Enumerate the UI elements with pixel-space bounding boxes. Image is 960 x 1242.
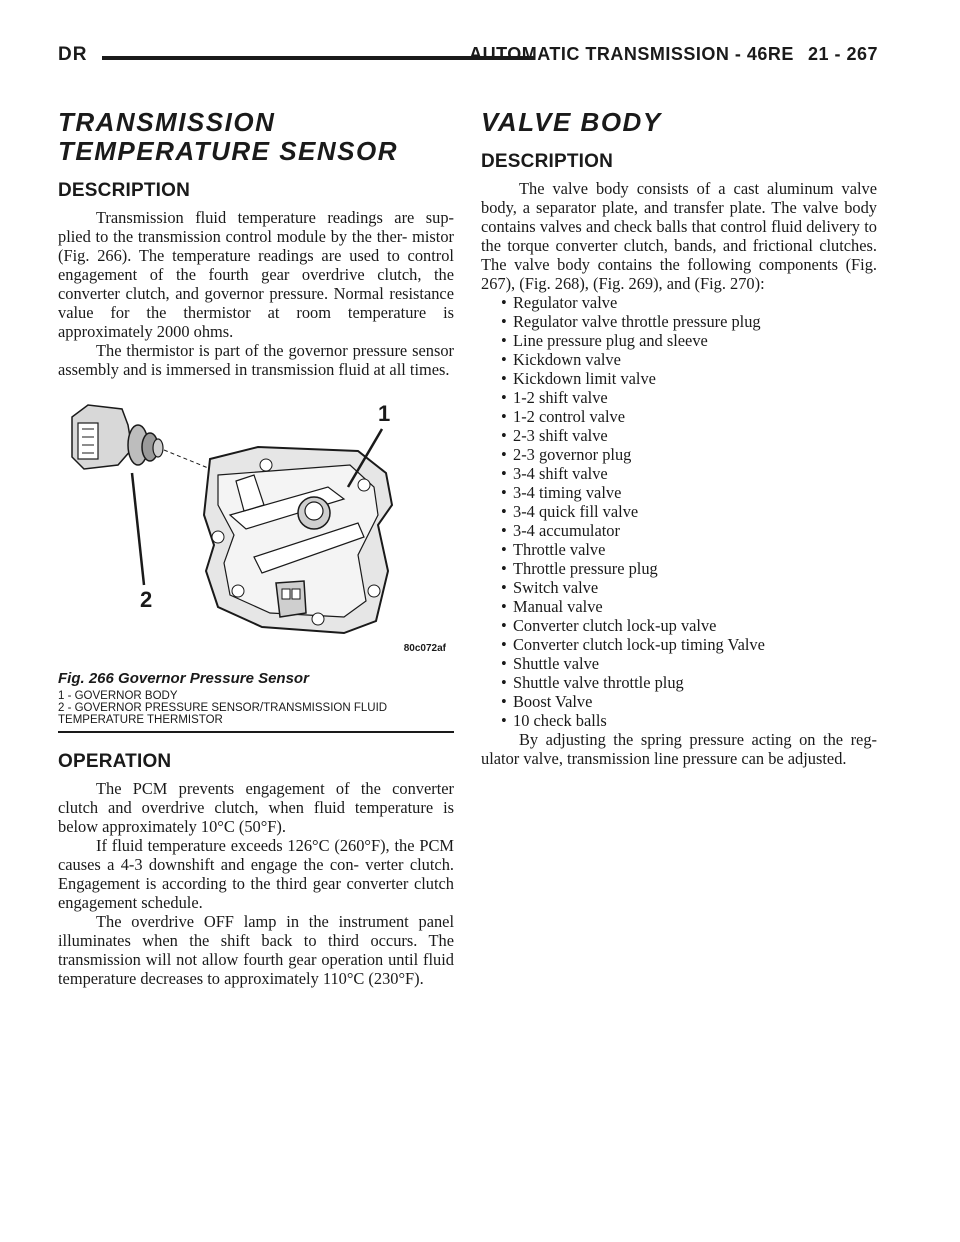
list-item: • Throttle pressure plug (501, 559, 877, 578)
operation-paragraph: The PCM prevents engagement of the converter clutch and overdrive clutch, when fluid temperature is below approximately 10°C (50°F). (58, 778, 454, 836)
figure-governor-pressure-sensor (58, 395, 454, 654)
section-title-valve-body: VALVE BODY (481, 107, 662, 137)
section-title-line-2: TEMPERATURE SENSOR (58, 136, 398, 166)
list-item: • Throttle valve (501, 540, 877, 559)
left-column (58, 108, 454, 988)
list-item: • 3-4 shift valve (501, 464, 877, 483)
list-item: • Kickdown valve (501, 350, 877, 369)
description-heading: DESCRIPTION (481, 151, 614, 172)
list-item: • Boost Valve (501, 692, 877, 711)
figure-code: 80c072af (403, 643, 446, 654)
callout-2-leader (132, 473, 144, 585)
governor-body-drawing (204, 447, 392, 633)
legend-item-1: 1 - GOVERNOR BODY (58, 690, 178, 702)
operation-heading: OPERATION (58, 750, 172, 772)
list-item: • 1-2 control valve (501, 407, 877, 426)
section-title-line-1: TRANSMISSION (58, 107, 276, 137)
description-paragraph: Transmission fluid temperature readings are sup- plied to the transmission control module by the ther- mistor (Fig. 266). The temperature readings are used to control engagement of the fourth gear overdrive clutch, the converter clutch, and governor pressure. Normal resistance value for the thermistor at room temperature is approximately 2000 ohms. (58, 208, 454, 341)
list-item: • Shuttle valve (501, 654, 877, 673)
list-item: • Shuttle valve throttle plug (501, 673, 877, 692)
legend-item-2-line-1: 2 - GOVERNOR PRESSURE SENSOR/TRANSMISSION FLUID (58, 702, 388, 714)
figure-caption: Fig. 266 Governor Pressure Sensor (58, 670, 309, 687)
description-paragraph: The thermistor is part of the governor pressure sensor assembly and is immersed in transmission fluid at all times. (58, 341, 454, 379)
list-item: • Converter clutch lock-up timing Valve (501, 635, 877, 654)
header-page-number: 21 - 267 (807, 44, 878, 64)
list-item: • 2-3 shift valve (501, 426, 877, 445)
operation-paragraph: The overdrive OFF lamp in the instrument panel illuminates when the shift back to third occurs. The transmission will not allow fourth gear operation until fluid temperature decreases to approximately 110°C (230°F). (58, 911, 454, 988)
list-item: • Converter clutch lock-up valve (501, 616, 877, 635)
figure-legend (58, 690, 454, 726)
figure-divider (58, 731, 454, 733)
list-item: • 3-4 quick fill valve (501, 502, 877, 521)
governor-sensor-illustration (58, 395, 454, 657)
list-item: • 10 check balls (501, 711, 877, 730)
section-title-transmission-temperature-sensor (58, 108, 454, 166)
figure-callout-1: 1 (378, 401, 391, 426)
figure-callout-2: 2 (140, 587, 153, 612)
description-heading: DESCRIPTION (58, 180, 191, 201)
operation-paragraph: If fluid temperature exceeds 126°C (260°F), the PCM causes a 4-3 downshift and engage the con- verter clutch. Engagement is according to the third gear converter clutch engagement schedule. (58, 835, 454, 912)
list-item: • Kickdown limit valve (501, 369, 877, 388)
list-item: • Regulator valve throttle pressure plug (501, 312, 877, 331)
page-header (58, 44, 878, 78)
pressure-sensor-drawing (72, 405, 163, 469)
valve-body-closing-paragraph: By adjusting the spring pressure acting on the reg- ulator valve, transmission line pressure can be adjusted. (481, 730, 877, 768)
valve-body-component-list (481, 293, 877, 730)
right-column (481, 108, 877, 768)
list-item: • 1-2 shift valve (501, 388, 877, 407)
legend-item-2-line-2: TEMPERATURE THERMISTOR (58, 714, 223, 726)
list-item: • Manual valve (501, 597, 877, 616)
valve-body-intro: The valve body consists of a cast aluminum valve body, a separator plate, and transfer plate. The valve body contains valves and check balls that control fluid delivery to the torque converter clutch, bands, and frictional clutches. The valve body contains the following components (Fig. 267), (Fig. 268), (Fig. 269), and (Fig. 270): (481, 179, 877, 293)
list-item: • Regulator valve (501, 293, 877, 312)
list-item: • 3-4 timing valve (501, 483, 877, 502)
header-model-code: DR (58, 44, 88, 65)
list-item: • 2-3 governor plug (501, 445, 877, 464)
header-right (469, 44, 878, 65)
list-item: • Switch valve (501, 578, 877, 597)
list-item: • 3-4 accumulator (501, 521, 877, 540)
list-item: • Line pressure plug and sleeve (501, 331, 877, 350)
header-title: AUTOMATIC TRANSMISSION - 46RE (469, 44, 794, 64)
